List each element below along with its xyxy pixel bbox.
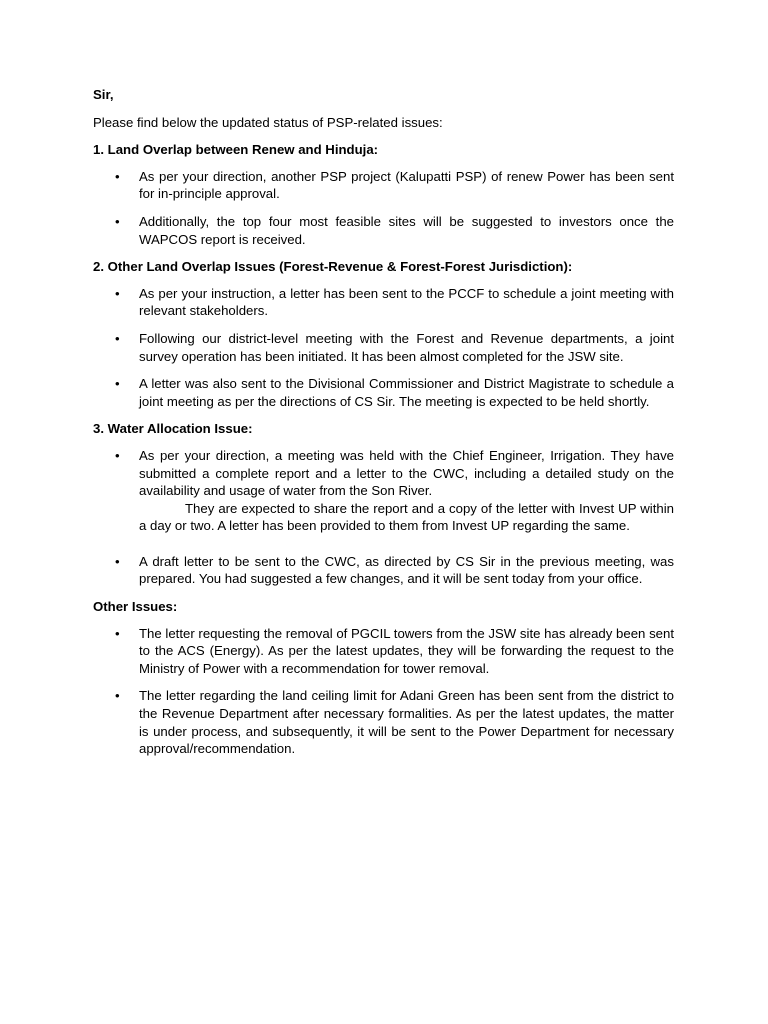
intro-paragraph: Please find below the updated status of PSP-related issues: [93,114,443,130]
list-item [93,447,674,535]
bullet-icon: • [115,168,120,184]
list-item-text: As per your instruction, a letter has been sent to the PCCF to schedule a joint meeting with relevant stakeholders. [139,285,674,319]
list-item [93,375,674,410]
section-list-water-allocation [93,447,674,588]
list-item [93,687,674,757]
list-item [93,168,674,203]
section-heading-other-land-overlap: 2. Other Land Overlap Issues (Forest-Revenue & Forest-Forest Jurisdiction): [93,259,573,275]
bullet-icon: • [115,330,120,346]
section-heading-other-issues: Other Issues: [93,599,178,615]
bullet-icon: • [115,213,120,229]
bullet-icon: • [115,553,120,569]
section-list-other-land-overlap [93,285,674,411]
section-list-land-overlap [93,168,674,248]
list-item [93,625,674,678]
list-item-text: As per your direction, another PSP project (Kalupatti PSP) of renew Power has been sent for in-principle approval. [139,168,674,202]
bullet-icon: • [115,625,120,641]
greeting: Sir, [93,87,114,102]
bullet-icon: • [115,688,120,704]
list-item-text: Additionally, the top four most feasible sites will be suggested to investors once the WAPCOS report is received. [139,213,674,247]
list-item-text: The letter requesting the removal of PGCIL towers from the JSW site has already been sent to the ACS (Energy). As per the latest updates, they will be forwarding the request to the Ministry of Power with a recommendation for tower removal. [139,625,674,676]
list-item [93,553,674,588]
list-item [93,285,674,320]
bullet-icon: • [115,376,120,392]
list-item-text: Following our district-level meeting with the Forest and Revenue departments, a joint survey operation has been initiated. It has been almost completed for the JSW site. [139,330,674,364]
document-body [93,86,674,768]
list-item-continuation: They are expected to share the report and a copy of the letter with Invest UP within a day or two. A letter has been provided to them from Invest UP regarding the same. [139,500,674,534]
list-item-text: As per your direction, a meeting was held with the Chief Engineer, Irrigation. They have submitted a complete report and a letter to the CWC, including a detailed study on the availability and usage of water from the Son River. [139,447,674,499]
list-item-text: The letter regarding the land ceiling limit for Adani Green has been sent from the district to the Revenue Department after necessary formalities. As per the latest updates, the matter is under process, and subsequently, it will be sent to the Power Department for necessary approval/recommendation. [139,688,674,757]
list-item [93,213,674,248]
list-item-text: A letter was also sent to the Divisional Commissioner and District Magistrate to schedule a joint meeting as per the directions of CS Sir. The meeting is expected to be held shortly. [139,376,674,409]
bullet-icon: • [115,285,120,301]
list-item [93,330,674,365]
section-heading-water-allocation: 3. Water Allocation Issue: [93,421,253,437]
section-heading-land-overlap: 1. Land Overlap between Renew and Hinduja: [93,142,379,158]
list-item-text: A draft letter to be sent to the CWC, as directed by CS Sir in the previous meeting, was prepared. You had suggested a few changes, and it will be sent today from your office. [139,553,674,587]
section-list-other-issues [93,625,674,758]
bullet-icon: • [115,447,120,463]
